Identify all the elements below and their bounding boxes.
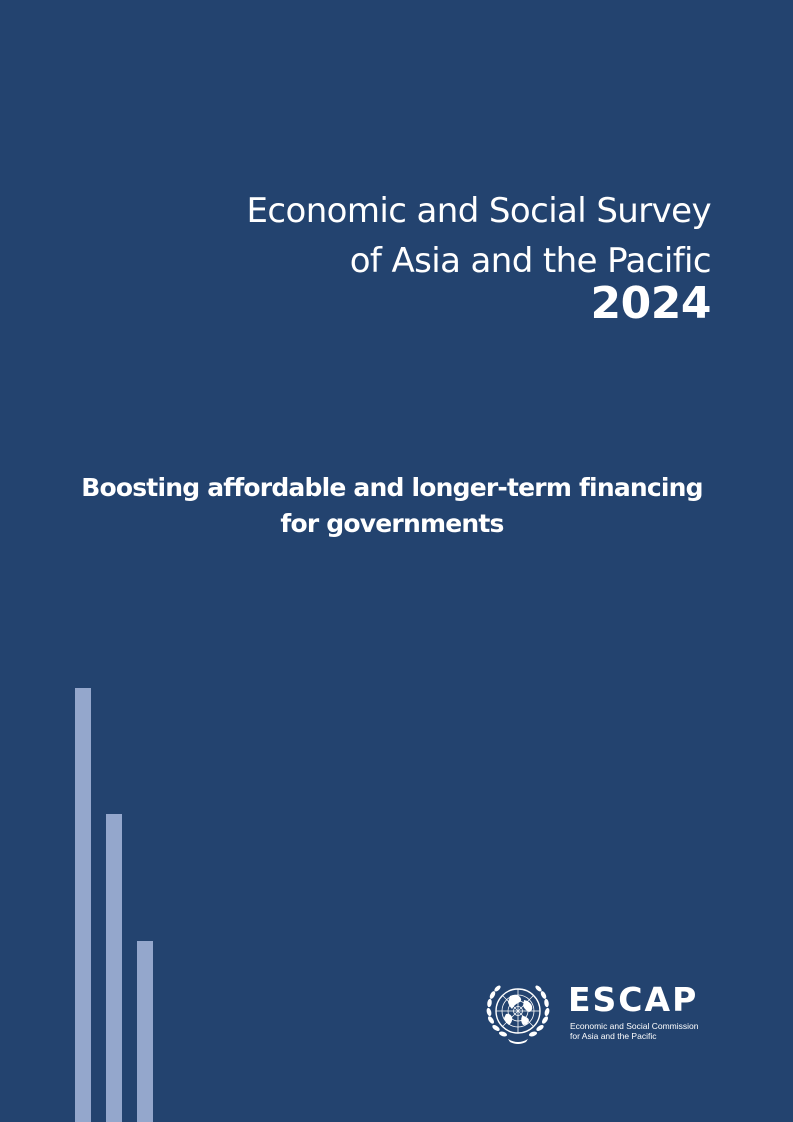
title-line-2: of Asia and the Pacific [349, 241, 711, 281]
report-title [247, 186, 711, 328]
escap-wordmark: ESCAP [568, 980, 699, 1019]
decorative-bar-tall [75, 688, 91, 1122]
decorative-bar-short [137, 941, 153, 1122]
title-line-1: Economic and Social Survey [246, 191, 711, 231]
report-subtitle [60, 470, 724, 542]
un-emblem-icon [482, 976, 554, 1048]
tagline-line-1: Economic and Social Commission [570, 1021, 699, 1031]
decorative-bar-medium [106, 814, 122, 1122]
escap-tagline [570, 1021, 699, 1041]
subtitle-line-2: for governments [280, 509, 504, 538]
escap-logo [482, 976, 722, 1048]
tagline-line-2: for Asia and the Pacific [570, 1031, 657, 1041]
subtitle-line-1: Boosting affordable and longer-term financing [81, 473, 703, 502]
title-year: 2024 [590, 278, 711, 329]
